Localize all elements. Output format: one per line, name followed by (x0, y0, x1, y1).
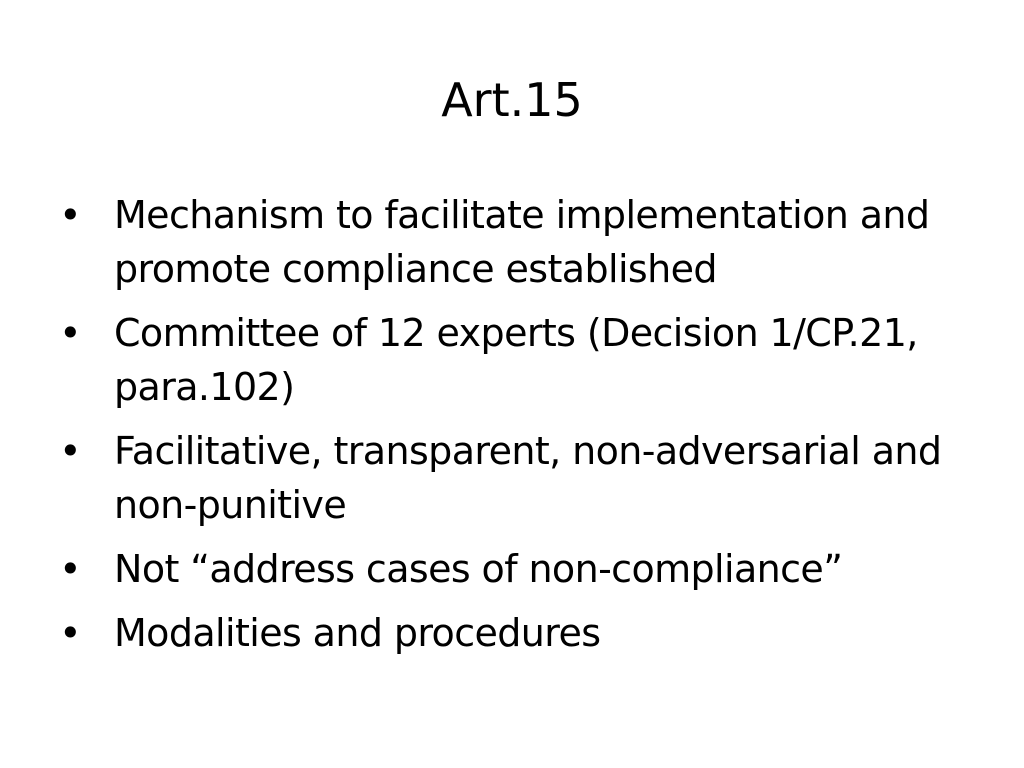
bullet-item (58, 188, 978, 296)
bullet-item (58, 542, 978, 596)
bullet-text: Not “address cases of non-compliance” (114, 547, 843, 591)
bullet-text: Mechanism to facilitate implementation and promote compliance established (114, 193, 930, 291)
slide-title: Art.15 (441, 73, 583, 127)
bullet-icon: • (59, 311, 81, 355)
bullet-item (58, 606, 978, 660)
bullet-icon: • (59, 429, 81, 473)
bullet-text: Facilitative, transparent, non-adversarial and non-punitive (114, 429, 942, 527)
bullet-item (58, 424, 978, 532)
bullet-item (58, 306, 978, 414)
bullet-icon: • (59, 193, 81, 237)
bullet-text: Modalities and procedures (114, 611, 601, 655)
bullet-text: Committee of 12 experts (Decision 1/CP.21, para.102) (114, 311, 918, 409)
bullet-list (58, 188, 978, 670)
bullet-icon: • (59, 611, 81, 655)
bullet-icon: • (59, 547, 81, 591)
